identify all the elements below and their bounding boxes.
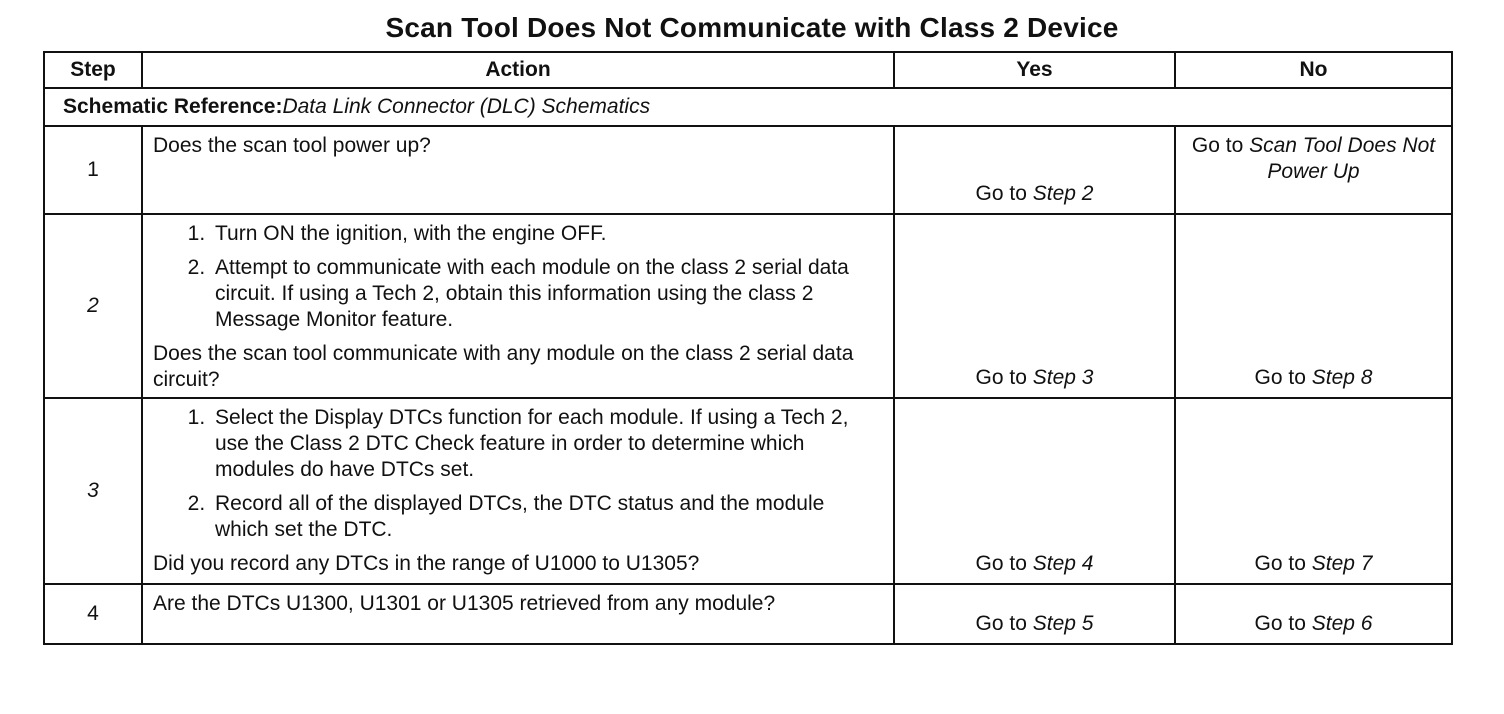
schematic-reference — [44, 88, 1452, 126]
action-cell — [142, 126, 894, 214]
yes-prefix: Go to — [975, 612, 1033, 635]
no-cell — [1175, 214, 1452, 398]
no-cell — [1175, 398, 1452, 584]
document-title: Scan Tool Does Not Communicate with Class 2 Device — [385, 12, 1119, 43]
header-step: Step — [44, 52, 142, 88]
header-row — [44, 52, 1452, 88]
yes-cell — [894, 126, 1175, 214]
action-cell — [142, 584, 894, 644]
step-question: Does the scan tool power up? — [153, 134, 431, 157]
table-row — [44, 584, 1452, 644]
no-target: Step 7 — [1311, 552, 1373, 575]
step-number: 1 — [44, 126, 142, 214]
table-row — [44, 214, 1452, 398]
table-row — [44, 398, 1452, 584]
step-number: 3 — [44, 398, 142, 584]
table-row — [44, 126, 1452, 214]
yes-target: Step 4 — [1032, 552, 1094, 575]
no-prefix: Go to — [1254, 366, 1312, 389]
yes-prefix: Go to — [975, 366, 1033, 389]
schematic-label: Schematic Reference: — [63, 95, 283, 118]
yes-target: Step 2 — [1032, 182, 1094, 205]
no-target: Step 8 — [1311, 366, 1373, 389]
step-question: Does the scan tool communicate with any module on the class 2 serial data circuit? — [153, 342, 854, 391]
no-prefix: Go to — [1191, 134, 1250, 157]
diagnostic-table — [43, 51, 1453, 645]
step-number: 4 — [44, 584, 142, 644]
action-list — [153, 221, 883, 333]
no-cell — [1175, 126, 1452, 214]
schematic-row — [44, 88, 1452, 126]
yes-prefix: Go to — [975, 182, 1033, 205]
step-number: 2 — [44, 214, 142, 398]
action-cell — [142, 214, 894, 398]
no-cell — [1175, 584, 1452, 644]
yes-target: Step 5 — [1032, 612, 1094, 635]
yes-target: Step 3 — [1032, 366, 1094, 389]
step-question: Are the DTCs U1300, U1301 or U1305 retrieved from any module? — [153, 592, 776, 615]
step-question: Did you record any DTCs in the range of U1000 to U1305? — [153, 552, 700, 575]
no-prefix: Go to — [1254, 612, 1312, 635]
action-list — [153, 405, 883, 543]
action-item: 2. Record all of the displayed DTCs, the DTC status and the module which set the DTC. — [211, 491, 883, 543]
yes-cell — [894, 214, 1175, 398]
no-target: Step 6 — [1311, 612, 1373, 635]
yes-cell — [894, 398, 1175, 584]
header-no: No — [1175, 52, 1452, 88]
no-target: Scan Tool Does Not Power Up — [1249, 134, 1436, 183]
action-item: 2. Attempt to communicate with each module on the class 2 serial data circuit. If using a Tech 2, obtain this information using the class 2 Message Monitor feature. — [211, 255, 883, 333]
action-cell — [142, 398, 894, 584]
action-item: 1. Select the Display DTCs function for each module. If using a Tech 2, use the Class 2 DTC Check feature in order to determine which modules do have DTCs set. — [211, 405, 883, 483]
action-item: 1. Turn ON the ignition, with the engine OFF. — [211, 221, 883, 247]
schematic-link: Data Link Connector (DLC) Schematics — [282, 95, 651, 118]
header-yes: Yes — [894, 52, 1175, 88]
yes-prefix: Go to — [975, 552, 1033, 575]
no-prefix: Go to — [1254, 552, 1312, 575]
header-action: Action — [142, 52, 894, 88]
yes-cell — [894, 584, 1175, 644]
